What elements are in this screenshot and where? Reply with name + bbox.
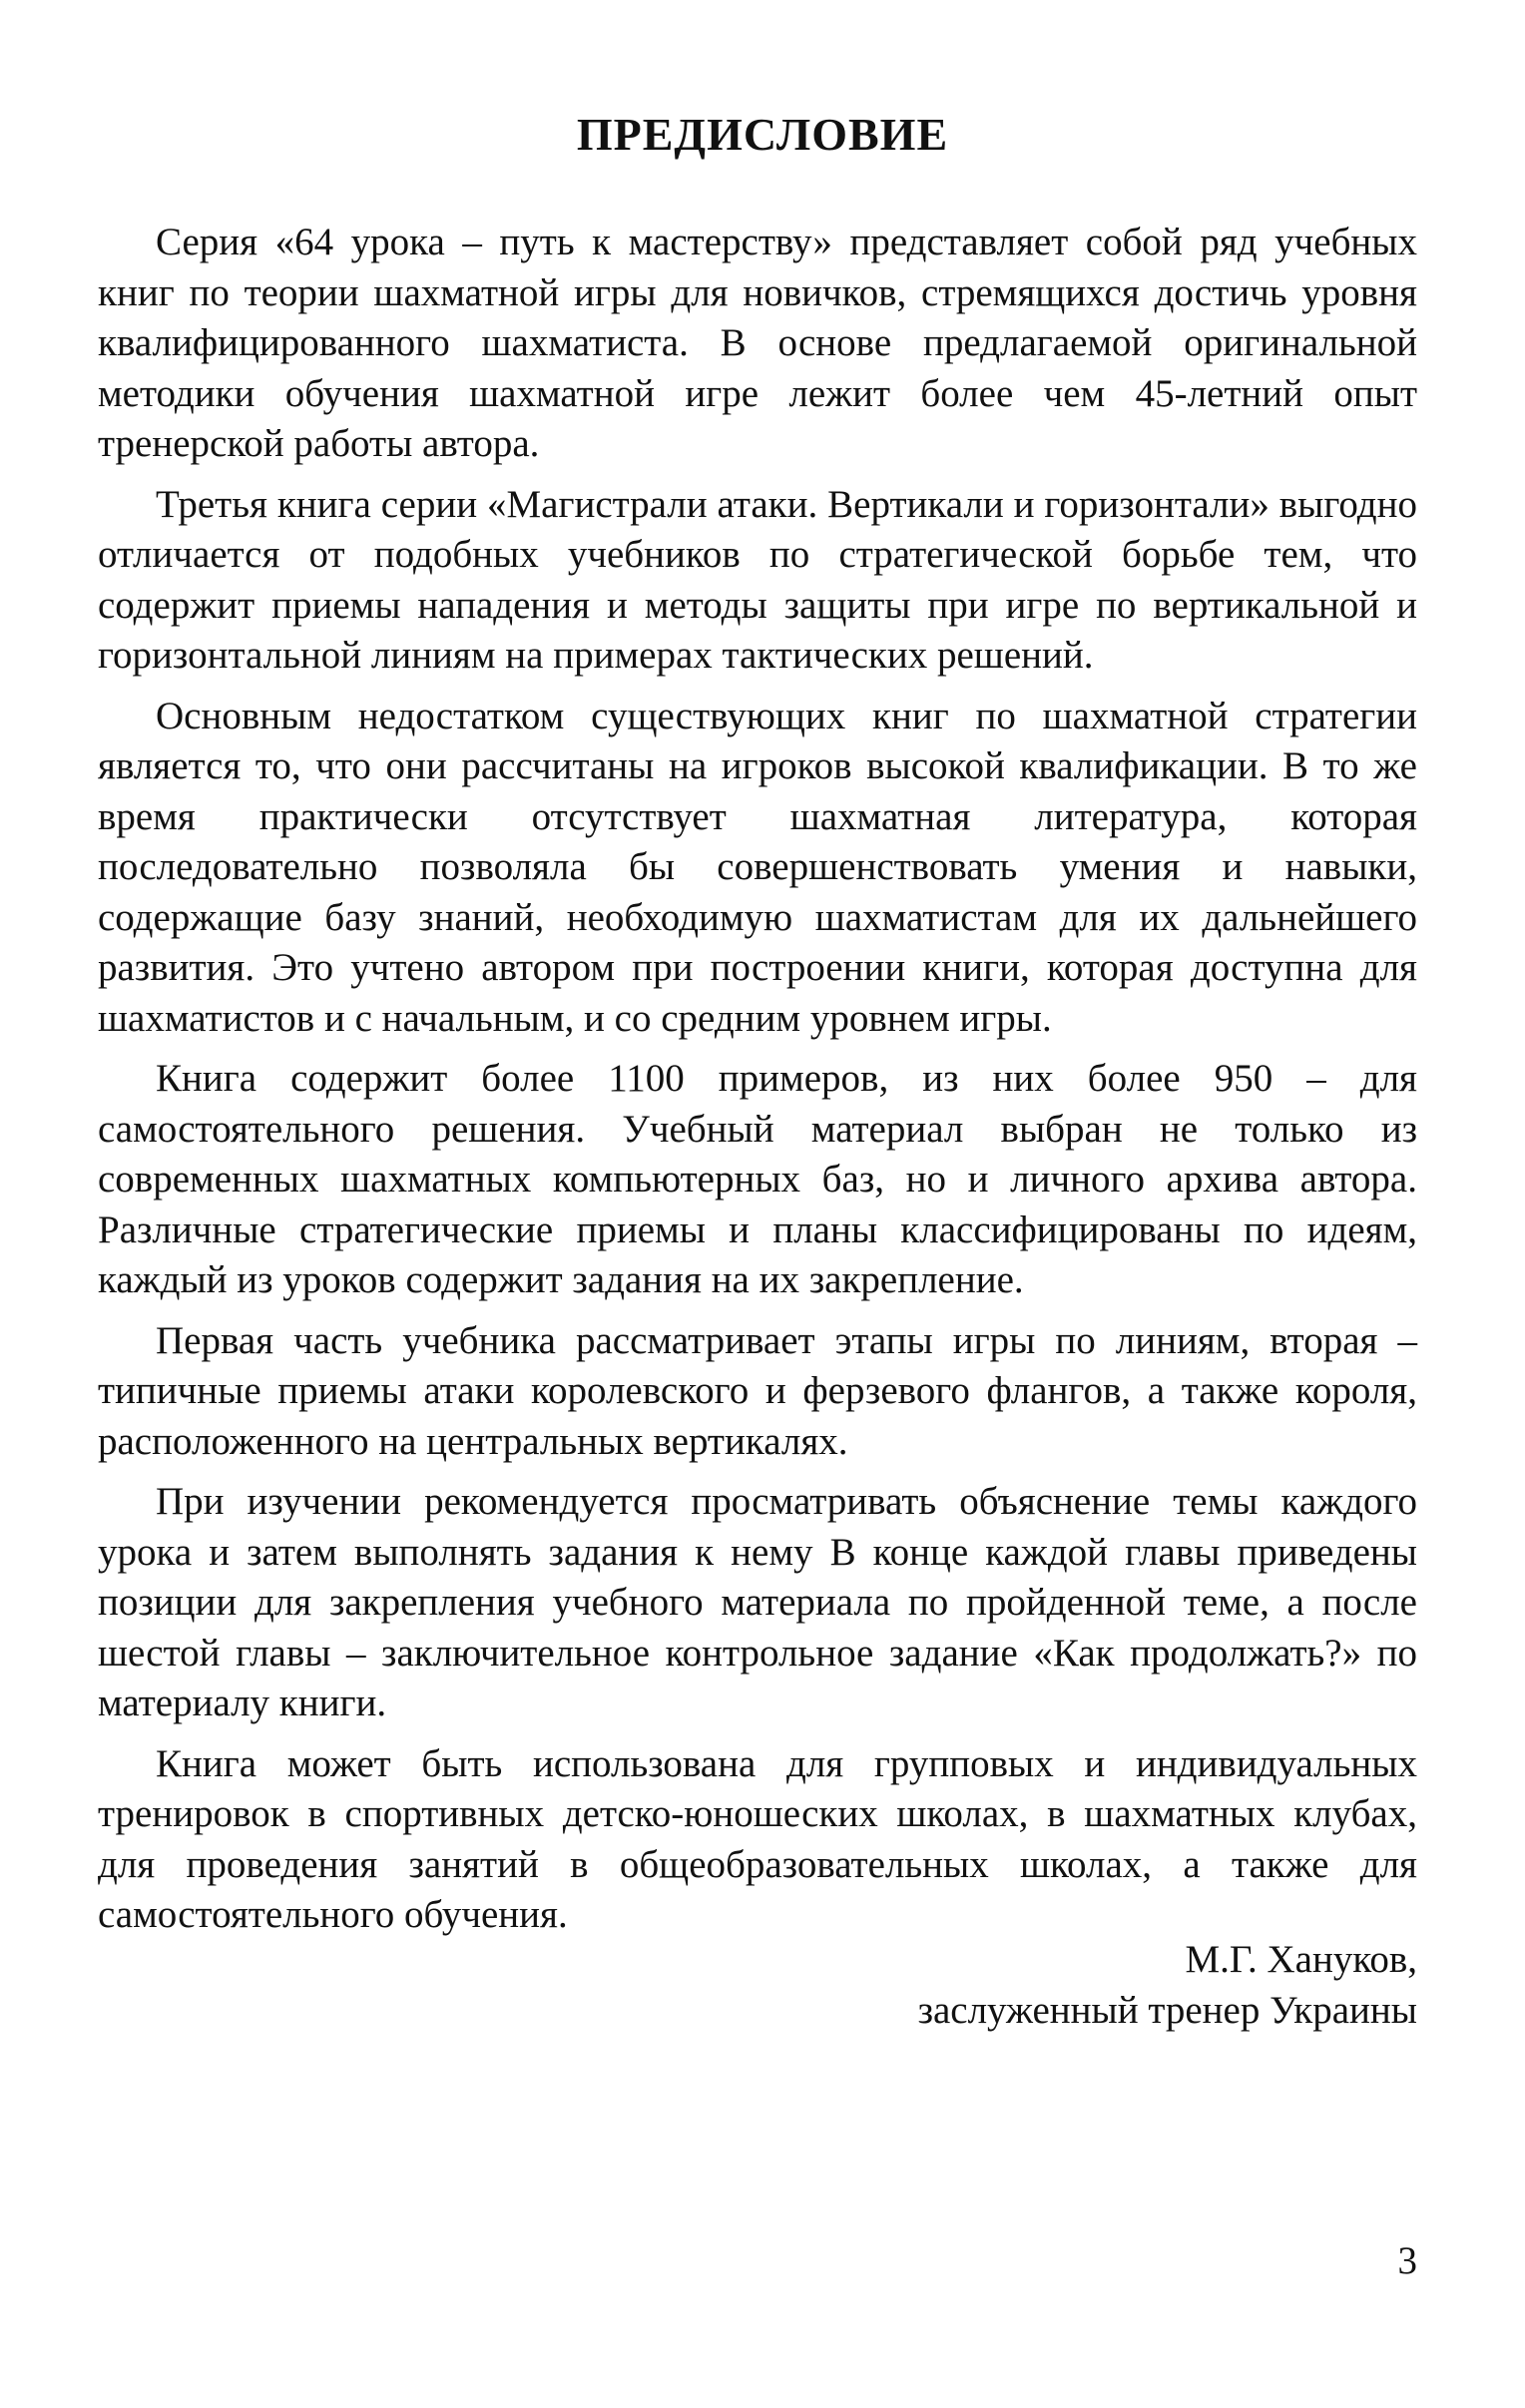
paragraph-4: Книга содержит более 1100 примеров, из них более 950 – для самостоятельного решения. Учебный материал выбран не только из современных шахматных компьютерных баз, но и личного архива автора. Различные стратегические приемы и планы классифицированы по идеям, каждый из уроков содержит задания на их закрепление. <box>98 1057 1417 1301</box>
author-signature <box>918 1934 1417 2036</box>
page-title: ПРЕДИСЛОВИЕ <box>576 109 949 160</box>
paragraph-6: При изучении рекомендуется просматривать объяснение темы каждого урока и затем выполнять задания к нему В конце каждой главы приведены позиции для закрепления учебного материала по пройденной теме, а после шестой главы – заключительное контрольное задание «Как продолжать?» по материалу книги. <box>98 1480 1417 1724</box>
paragraph-2: Третья книга серии «Магистрали атаки. Вертикали и горизонтали» выгодно отличается от подобных учебников по стратегической борьбе тем, что содержит приемы нападения и методы защиты при игре по вертикальной и горизонтальной линиям на примерах тактических решений. <box>98 482 1417 677</box>
author-role: заслуженный тренер Украины <box>917 1989 1417 2032</box>
paragraph-5: Первая часть учебника рассматривает этапы игры по линиям, вторая – типичные приемы атаки королевского и ферзевого флангов, а также короля, расположенного на центральных вертикалях. <box>98 1318 1417 1463</box>
page-number: 3 <box>1397 2239 1417 2282</box>
paragraph-3: Основным недостатком существующих книг по шахматной стратегии является то, что они рассчитаны на игроков высокой квалификации. В то же время практически отсутствует шахматная литература, которая последовательно позволяла бы совершенствовать умения и навыки, содержащие базу знаний, необходимую шахматистам для их дальнейшего развития. Это учтено автором при построении книги, которая доступна для шахматистов и с начальным, и со средним уровнем игры. <box>98 694 1417 1040</box>
paragraph-1: Серия «64 урока – путь к мастерству» представляет собой ряд учебных книг по теории шахматной игры для новичков, стремящихся достичь уровня квалифицированного шахматиста. В основе предлагаемой оригинальной методики обучения шахматной игре лежит более чем 45-летний опыт тренерской работы автора. <box>98 221 1417 465</box>
paragraph-7: Книга может быть использована для групповых и индивидуальных тренировок в спортивных детско-юношеских школах, в шахматных клубах, для проведения занятий в общеобразовательных школах, а также для самостоятельного обучения. <box>98 1741 1417 1936</box>
author-name: М.Г. Хануков, <box>1185 1938 1417 1981</box>
preface-body <box>98 218 1417 1951</box>
